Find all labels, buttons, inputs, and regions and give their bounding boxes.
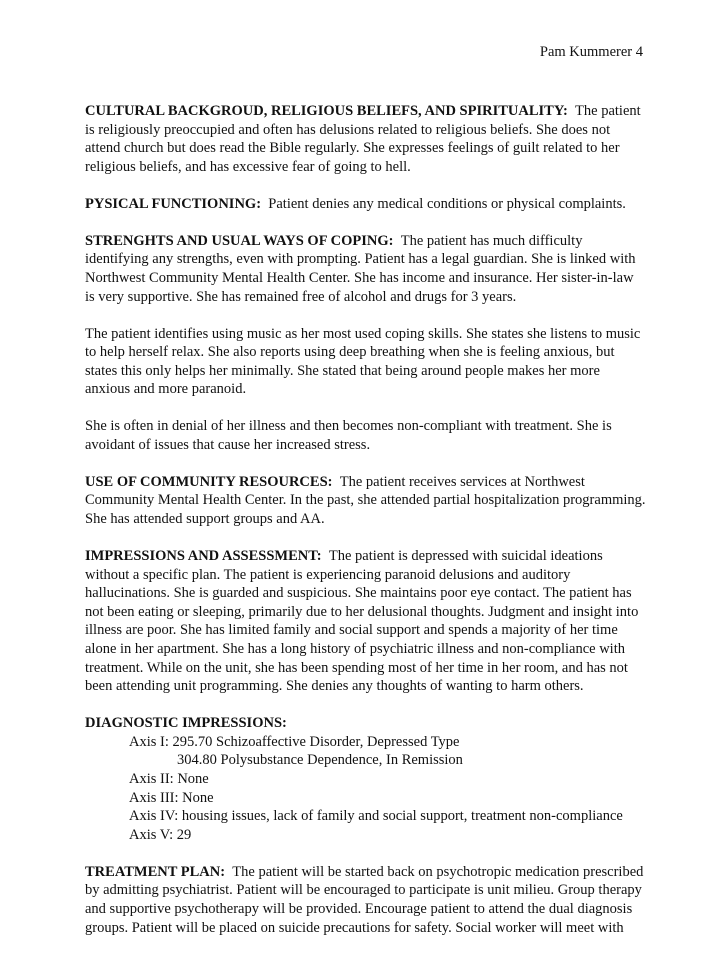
section-line: to help herself relax. She also reports using deep breathing when she is feeling anxious, but — [85, 344, 615, 361]
section-physical-functioning — [85, 195, 650, 214]
section-line: alone in her apartment. She has a long history of psychiatric illness and non-compliance with — [85, 641, 625, 657]
section-line: The patient identifies using music as her most used coping skills. She states she listens to music — [85, 325, 641, 342]
section-line: illness are poor. She has limited family and social support and spends a majority of her time — [85, 622, 618, 639]
page-header: Pam Kummerer 4 — [539, 44, 643, 60]
section-line: She has attended support groups and AA. — [85, 511, 325, 528]
section-line: She is often in denial of her illness and then becomes non-compliant with treatment. She is — [85, 418, 612, 435]
section-first-line — [85, 473, 650, 492]
section-first-text: The patient is depressed with suicidal ideations — [328, 548, 603, 565]
section-heading: USE OF COMMUNITY RESOURCES: — [85, 473, 333, 490]
section-first-line — [85, 102, 650, 121]
section-heading: DIAGNOSTIC IMPRESSIONS: — [85, 715, 287, 732]
section-heading: CULTURAL BACKGROUD, RELIGIOUS BELIEFS, AND SPIRITUALITY: — [85, 103, 568, 119]
section-treatment-plan — [85, 863, 650, 937]
section-line: treatment. While on the unit, she has been spending most of her time in her room, and has not — [85, 659, 628, 676]
section-heading: PYSICAL FUNCTIONING: — [85, 195, 262, 212]
section-line: not been eating or sleeping, primarily due to her delusional thoughts. Judgment and insight into — [85, 603, 639, 620]
section-strengths-coping — [85, 232, 650, 306]
section-first-text: Patient denies any medical conditions or physical complaints. — [268, 195, 626, 212]
section-first-text: The patient will be started back on psychotropic medication prescribed — [232, 863, 644, 880]
section-line: and supportive psychotherapy will be provided. Encourage patient to attend the dual diagnosis — [85, 900, 633, 917]
section-first-line — [85, 863, 650, 882]
axis-5: Axis V: 29 — [129, 826, 192, 843]
section-cultural-background — [85, 102, 650, 176]
section-line: religious beliefs, and has excessive fear of going to hell. — [85, 158, 411, 175]
section-impressions-assessment — [85, 547, 650, 696]
section-first-text: The patient has much difficulty — [400, 232, 583, 249]
section-line: anxious and more paranoid. — [85, 381, 247, 398]
section-line: by admitting psychiatrist. Patient will be encouraged to participate is unit milieu. Group therapy — [85, 882, 642, 899]
paragraph-denial — [85, 417, 650, 454]
section-line: groups. Patient will be placed on suicide precautions for safety. Social worker will meet with — [85, 919, 624, 936]
section-line: been attending unit programming. She denies any thoughts of wanting to harm others. — [85, 678, 584, 695]
section-first-line — [85, 547, 650, 566]
section-heading: IMPRESSIONS AND ASSESSMENT: — [85, 548, 322, 565]
axis-4: Axis IV: housing issues, lack of family and social support, treatment non-compliance — [129, 808, 623, 825]
section-line: Community Mental Health Center. In the past, she attended partial hospitalization programming. — [85, 492, 646, 509]
section-diagnostic-impressions — [85, 714, 650, 844]
section-line: identifying any strengths, even with prompting. Patient has a legal guardian. She is linked with — [85, 251, 636, 268]
axis-1-continued: 304.80 Polysubstance Dependence, In Remission — [177, 752, 463, 769]
axis-1: Axis I: 295.70 Schizoaffective Disorder, Depressed Type — [129, 733, 460, 750]
section-line: avoidant of issues that cause her increased stress. — [85, 436, 371, 453]
section-first-text: The patient receives services at Northwest — [339, 473, 585, 490]
section-heading: TREATMENT PLAN: — [85, 863, 226, 880]
axis-2: Axis II: None — [129, 770, 209, 787]
section-heading: STRENGHTS AND USUAL WAYS OF COPING: — [85, 232, 394, 249]
document-body — [85, 102, 650, 955]
section-line: Northwest Community Mental Health Center. She has income and insurance. Her sister-in-law — [85, 269, 634, 286]
section-community-resources — [85, 473, 650, 529]
section-line: states this only helps her minimally. She stated that being around people makes her more — [85, 362, 600, 379]
axis-3: Axis III: None — [129, 789, 214, 806]
section-first-line — [85, 232, 650, 251]
section-first-text: The patient — [575, 103, 641, 119]
section-line: attend church but does read the Bible regularly. She expresses feelings of guilt related to her — [85, 140, 620, 157]
section-line: without a specific plan. The patient is experiencing paranoid delusions and auditory — [85, 566, 571, 583]
paragraph-coping-skills — [85, 325, 650, 399]
section-line: is very supportive. She has remained free of alcohol and drugs for 3 years. — [85, 288, 517, 305]
section-first-line — [85, 195, 650, 214]
section-line: is religiously preoccupied and often has delusions related to religious beliefs. She does not — [85, 121, 611, 138]
section-line: hallucinations. She is guarded and suspicious. She maintains poor eye contact. The patient has — [85, 585, 632, 602]
